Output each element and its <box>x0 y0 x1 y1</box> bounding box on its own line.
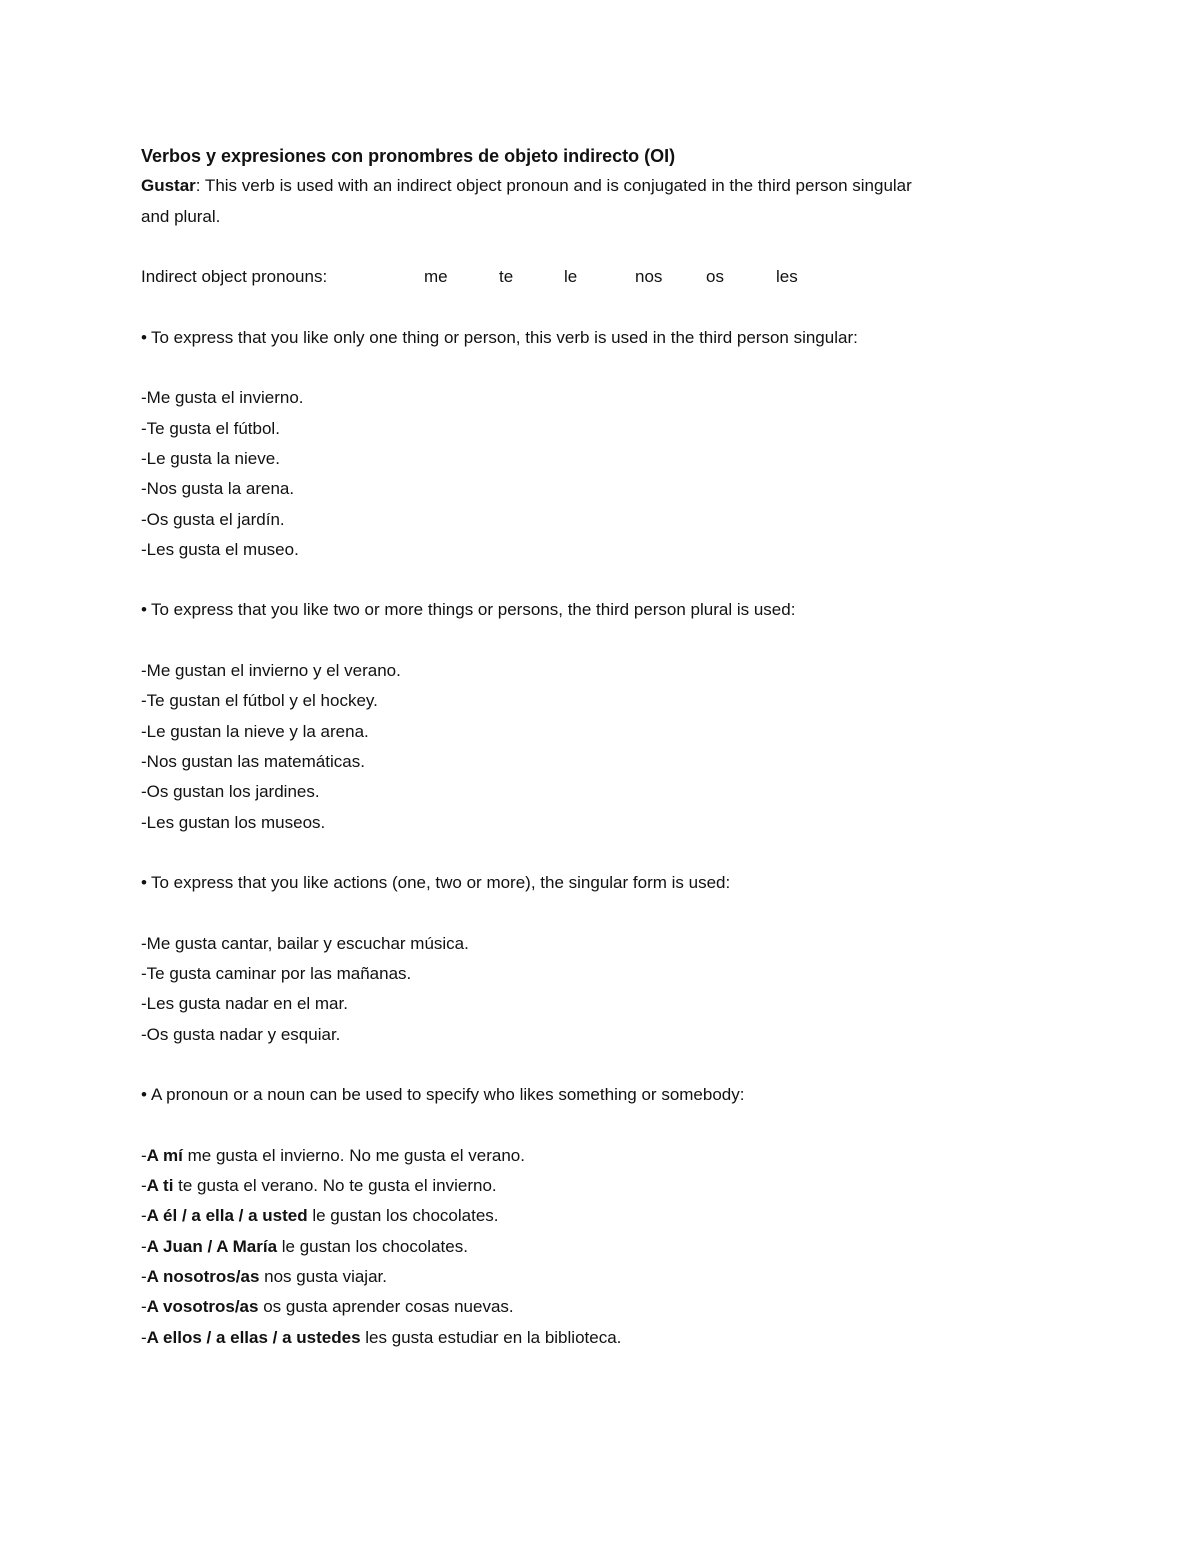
section-heading <box>141 323 1061 353</box>
document-body <box>141 141 1061 1353</box>
pronoun-item: os <box>706 267 724 287</box>
example-line: -Me gustan el invierno y el verano. <box>141 661 401 681</box>
pronoun-item: les <box>776 267 798 287</box>
spacer <box>141 292 1061 322</box>
spacer <box>141 1050 1061 1080</box>
spacer <box>141 838 1061 868</box>
example-line: -Le gustan la nieve y la arena. <box>141 721 369 741</box>
example-line <box>141 1262 1061 1292</box>
dash: - <box>141 1206 147 1226</box>
example-line <box>141 1323 1061 1353</box>
example-rest: os gusta aprender cosas nuevas. <box>258 1297 514 1317</box>
dash: - <box>141 1266 147 1286</box>
example-subject: A ellos / a ellas / a ustedes <box>146 1327 361 1347</box>
example-line: -Nos gusta la arena. <box>141 479 295 499</box>
example-rest: le gustan los chocolates. <box>277 1236 468 1256</box>
example-line <box>141 1292 1061 1322</box>
example-line: -Te gustan el fútbol y el hockey. <box>141 691 378 711</box>
pronouns-label: Indirect object pronouns: <box>141 267 328 287</box>
spacer <box>141 232 1061 262</box>
intro-line-1 <box>141 171 1061 201</box>
spacer <box>141 353 1061 383</box>
intro-text-1: : This verb is used with an indirect object pronoun and is conjugated in the third person singular <box>195 176 912 196</box>
dash: - <box>141 1176 147 1196</box>
example-subject: A nosotros/as <box>146 1266 260 1286</box>
section-heading-text: To express that you like only one thing or person, this verb is used in the third person singular: <box>151 327 858 347</box>
bullet-icon: • <box>141 873 147 893</box>
bullet-icon: • <box>141 600 147 620</box>
section-heading <box>141 868 1061 898</box>
example-rest: le gustan los chocolates. <box>307 1206 499 1226</box>
example-subject: A él / a ella / a usted <box>146 1206 308 1226</box>
pronoun-item: te <box>499 267 514 287</box>
dash: - <box>141 1297 147 1317</box>
example-line: -Les gusta el museo. <box>141 539 299 559</box>
pronouns-row <box>141 262 1061 292</box>
section-heading <box>141 595 1061 625</box>
dash: - <box>141 1327 147 1347</box>
spacer <box>141 565 1061 595</box>
example-subject: A mí <box>146 1145 183 1165</box>
example-line: -Nos gustan las matemáticas. <box>141 751 365 771</box>
spacer <box>141 1111 1061 1141</box>
pronoun-item: le <box>564 267 578 287</box>
example-line: -Les gustan los museos. <box>141 812 326 832</box>
document-title: Verbos y expresiones con pronombres de objeto indirecto (OI) <box>141 146 676 166</box>
dash: - <box>141 1236 147 1256</box>
example-line <box>141 1201 1061 1231</box>
section-heading-text: A pronoun or a noun can be used to specify who likes something or somebody: <box>151 1085 745 1105</box>
example-line: -Me gusta cantar, bailar y escuchar música. <box>141 933 469 953</box>
example-line: -Te gusta caminar por las mañanas. <box>141 964 412 984</box>
section-heading-text: To express that you like actions (one, two or more), the singular form is used: <box>151 873 731 893</box>
example-rest: te gusta el verano. No te gusta el invierno. <box>173 1176 497 1196</box>
spacer <box>141 898 1061 928</box>
bullet-icon: • <box>141 1085 147 1105</box>
example-subject: A vosotros/as <box>146 1297 259 1317</box>
example-line: -Me gusta el invierno. <box>141 388 304 408</box>
example-line: -Os gusta el jardín. <box>141 509 285 529</box>
example-line <box>141 1141 1061 1171</box>
example-subject: A Juan / A María <box>146 1236 278 1256</box>
example-line <box>141 1171 1061 1201</box>
example-line: -Os gustan los jardines. <box>141 782 320 802</box>
section-heading-text: To express that you like two or more things or persons, the third person plural is used: <box>151 600 796 620</box>
section-heading <box>141 1080 1061 1110</box>
example-subject: A ti <box>146 1176 174 1196</box>
example-line <box>141 1232 1061 1262</box>
pronoun-item: me <box>424 267 448 287</box>
intro-term: Gustar <box>141 176 196 196</box>
example-line: -Te gusta el fútbol. <box>141 418 280 438</box>
example-line: -Os gusta nadar y esquiar. <box>141 1024 341 1044</box>
spacer <box>141 626 1061 656</box>
example-rest: les gusta estudiar en la biblioteca. <box>360 1327 622 1347</box>
example-line: -Le gusta la nieve. <box>141 448 280 468</box>
intro-line-2: and plural. <box>141 206 221 226</box>
example-line: -Les gusta nadar en el mar. <box>141 994 348 1014</box>
pronoun-item: nos <box>635 267 663 287</box>
dash: - <box>141 1145 147 1165</box>
example-rest: nos gusta viajar. <box>259 1266 387 1286</box>
example-rest: me gusta el invierno. No me gusta el verano. <box>182 1145 525 1165</box>
bullet-icon: • <box>141 327 147 347</box>
